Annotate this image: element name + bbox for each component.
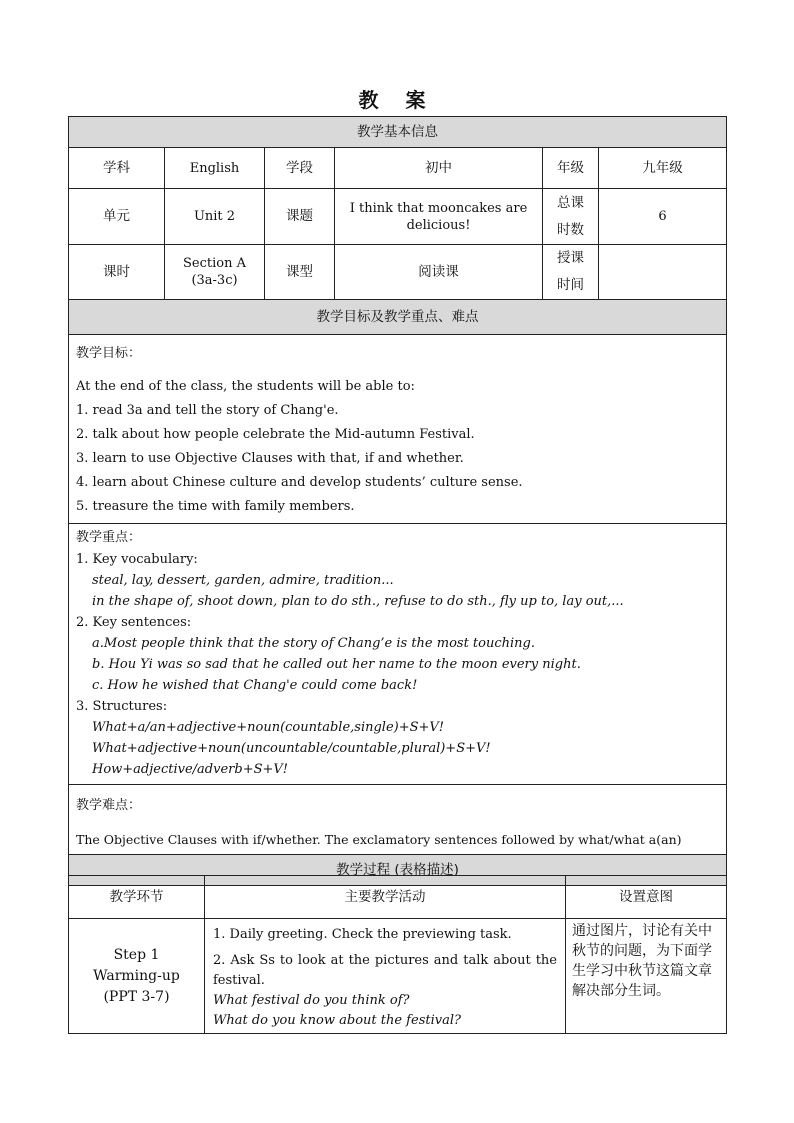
total-label-line-1: 总课 <box>557 194 584 211</box>
difficulties-heading: 教学难点： <box>76 798 142 813</box>
key-sentence-line: c. How he wished that Chang'e could come back! <box>92 678 418 693</box>
structure-line: What+adjective+noun(uncountable/countable,plural)+S+V! <box>92 741 491 756</box>
step-ppt: (PPT 3-7) <box>103 988 170 1005</box>
step-number: Step 1 <box>113 946 160 963</box>
topic-value: I think that mooncakes are delicious! <box>335 189 543 245</box>
goal-line: 1. read 3a and tell the story of Chang'e. <box>76 403 339 418</box>
col-intent-header: 设置意图 <box>566 876 727 919</box>
process-step-row <box>69 919 727 1034</box>
grade-value: 九年级 <box>599 148 727 189</box>
subject-label: 学科 <box>69 148 165 189</box>
difficulties-section <box>69 785 727 855</box>
step-cell <box>69 919 205 1034</box>
goal-line: 4. learn about Chinese culture and develop students’ culture sense. <box>76 475 523 490</box>
difficulties-text: The Objective Clauses with if/whether. The exclamatory sentences followed by what/what a(an) <box>76 832 682 847</box>
topic-label: 课题 <box>265 189 335 245</box>
structure-line: How+adjective/adverb+S+V! <box>92 762 289 777</box>
stage-value: 初中 <box>335 148 543 189</box>
col-stage-header: 教学环节 <box>69 876 205 919</box>
goals-section <box>69 335 727 524</box>
key-sentences-title: 2. Key sentences: <box>76 615 192 630</box>
period-line-2: (3a-3c) <box>191 273 238 288</box>
type-label: 课型 <box>265 245 335 300</box>
key-sentence-line: b. Hou Yi was so sad that he called out her name to the moon every night. <box>92 657 581 672</box>
taught-label-line-1: 授课 <box>557 250 584 266</box>
activity-line: 2. Ask Ss to look at the pictures and talk about the festival. <box>213 953 557 988</box>
key-points-heading: 教学重点： <box>76 530 142 545</box>
total-periods-label <box>543 189 599 245</box>
goal-line: 5. treasure the time with family members. <box>76 499 355 514</box>
unit-label: 单元 <box>69 189 165 245</box>
objectives-header: 教学目标及教学重点、难点 <box>69 300 727 335</box>
step-name: Warming-up <box>93 967 180 984</box>
grade-label: 年级 <box>543 148 599 189</box>
key-vocab-line: steal, lay, dessert, garden, admire, tradition... <box>92 573 394 588</box>
activity-cell <box>205 919 566 1034</box>
total-label-line-2: 时数 <box>557 221 584 238</box>
subject-value: English <box>165 148 265 189</box>
unit-row <box>69 189 727 245</box>
period-value <box>165 245 265 300</box>
period-line-1: Section A <box>183 256 246 271</box>
goal-lines <box>76 375 719 519</box>
subject-row <box>69 148 727 189</box>
key-points-section <box>69 524 727 785</box>
goal-line: 2. talk about how people celebrate the Mid-autumn Festival. <box>76 427 475 442</box>
structure-line: What+a/an+adjective+noun(countable,single)+S+V! <box>92 720 445 735</box>
structures-title: 3. Structures: <box>76 699 168 714</box>
taught-label-line-2: 时间 <box>557 277 584 293</box>
process-header: 教学过程 (表格描述) <box>69 855 727 886</box>
activity-question: What do you know about the festival? <box>213 1013 461 1028</box>
process-column-headers <box>69 876 727 919</box>
taught-time-value <box>599 245 727 300</box>
basic-info-header: 教学基本信息 <box>69 117 727 148</box>
lesson-plan-table <box>68 116 727 886</box>
col-activity-header: 主要教学活动 <box>205 876 566 919</box>
period-row <box>69 245 727 300</box>
goal-line: 3. learn to use Objective Clauses with that, if and whether. <box>76 451 464 466</box>
process-table <box>68 875 727 1034</box>
goal-line: At the end of the class, the students will be able to: <box>76 379 415 394</box>
key-vocab-title: 1. Key vocabulary: <box>76 552 198 567</box>
document-title: 教 案 <box>358 88 436 112</box>
activity-question: What festival do you think of? <box>213 993 410 1008</box>
intent-cell: 通过图片，讨论有关中秋节的问题，为下面学生学习中秋节这篇文章解决部分生词。 <box>566 919 727 1034</box>
goals-heading: 教学目标： <box>76 346 142 361</box>
stage-label: 学段 <box>265 148 335 189</box>
type-value: 阅读课 <box>335 245 543 300</box>
taught-time-label <box>543 245 599 300</box>
key-vocab-line: in the shape of, shoot down, plan to do sth., refuse to do sth., fly up to, lay out,... <box>92 594 624 609</box>
period-label: 课时 <box>69 245 165 300</box>
activity-line: 1. Daily greeting. Check the previewing task. <box>213 927 512 942</box>
key-sentence-line: a.Most people think that the story of Chang’e is the most touching. <box>92 636 535 651</box>
unit-value: Unit 2 <box>165 189 265 245</box>
total-periods-value: 6 <box>599 189 727 245</box>
